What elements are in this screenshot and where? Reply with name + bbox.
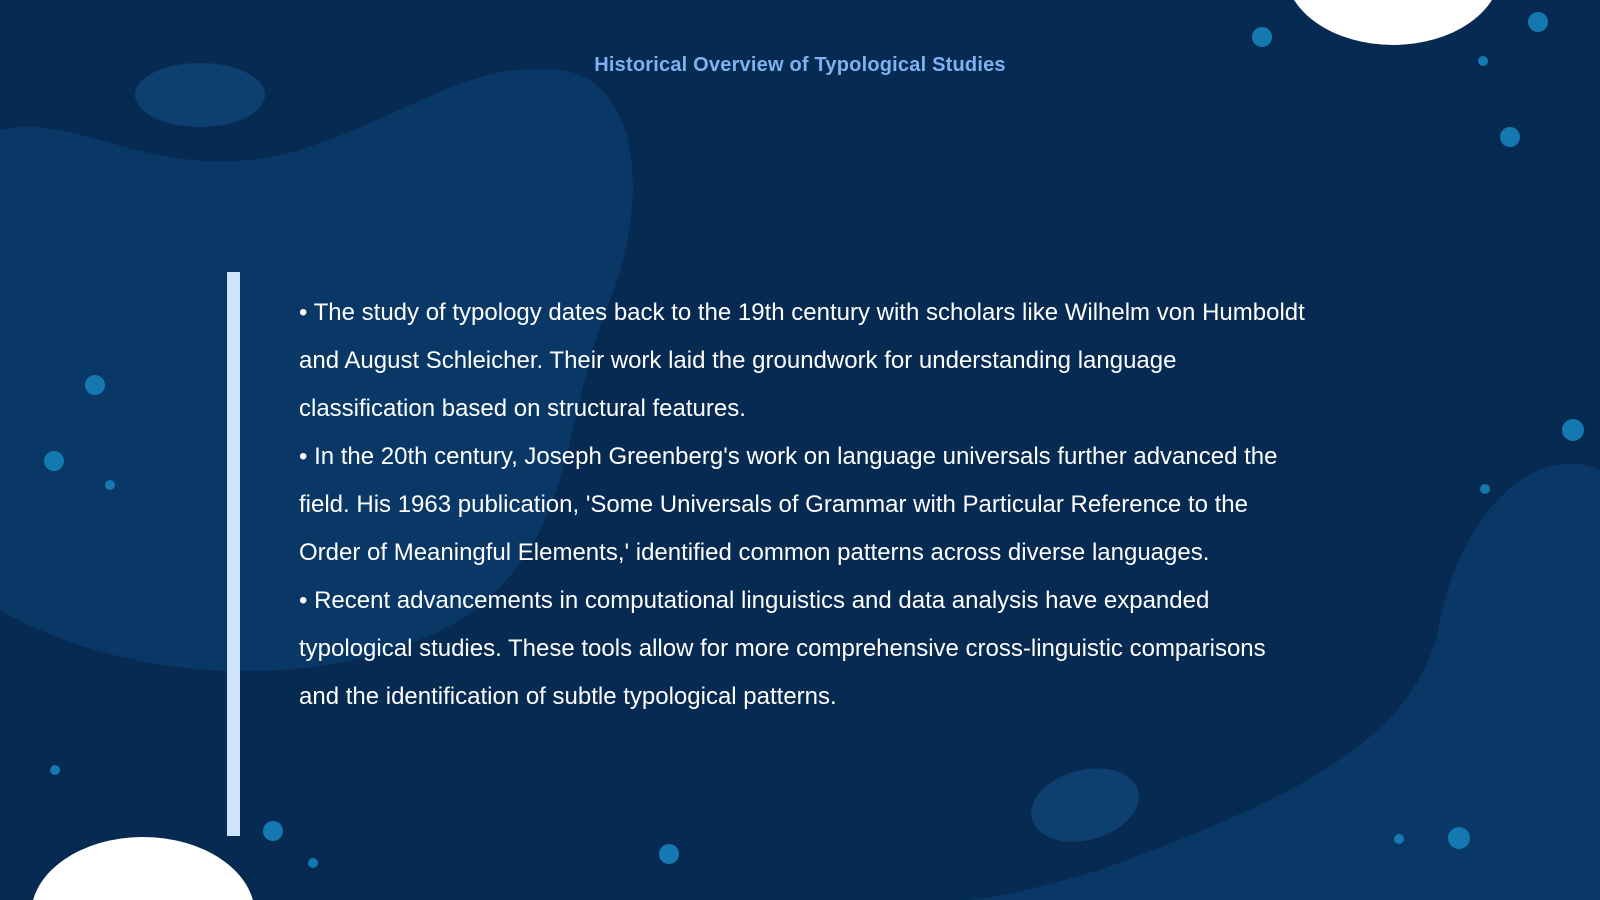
slide-title: Historical Overview of Typological Studies (594, 54, 1006, 76)
background-oval-bottom (1023, 757, 1147, 853)
bullet-list (299, 289, 1309, 721)
accent-bar (227, 272, 240, 836)
bullet-item: • The study of typology dates back to the 19th century with scholars like Wilhelm von Humboldt and August Schleicher. Their work laid the groundwork for understanding language classification based on structural features. (299, 299, 1305, 422)
bullet-item: • Recent advancements in computational linguistics and data analysis have expanded typological studies. These tools allow for more comprehensive cross-linguistic comparisons and the identification of subtle typological patterns. (299, 587, 1266, 710)
white-semicircle-top-right (1285, 0, 1501, 45)
white-semicircle-bottom-left (31, 837, 255, 900)
bullet-item: • In the 20th century, Joseph Greenberg's work on language universals further advanced the field. His 1963 publication, 'Some Universals of Grammar with Particular Reference to the Order of Meaningful Elements,' identified common patterns across diverse languages. (299, 443, 1278, 566)
